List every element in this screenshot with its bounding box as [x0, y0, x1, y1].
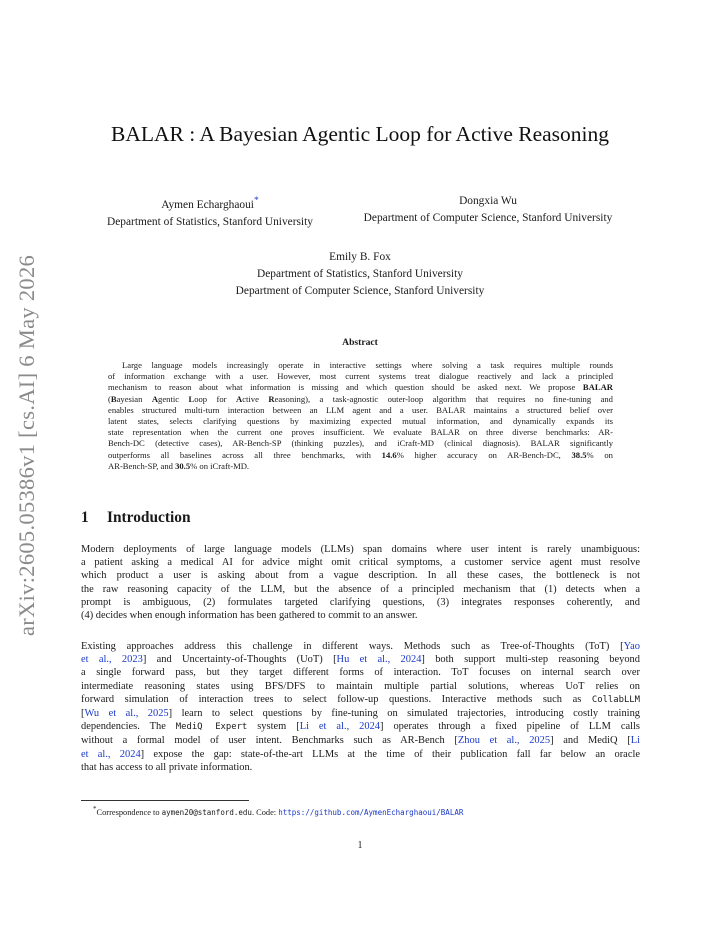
abstract-line: of information exchange with a user. However, most current systems treat dialogue reactively and lack a principled: [108, 371, 613, 382]
citation-link[interactable]: Yao: [623, 641, 640, 652]
citation-link[interactable]: Li et al., 2024: [299, 721, 381, 733]
body-line: et al., 2023] and Uncertainty-of-Thoughts (UoT) [Hu et al., 2024] both support multi-step reasoning beyond: [81, 654, 640, 666]
body-line: Existing approaches address this challenge in different ways. Methods such as Tree-of-Thoughts (ToT) [Yao: [81, 641, 640, 652]
body-line: intermediate reasoning states using BFS/DFS to maintain multiple partial solutions, whereas UoT relies on: [81, 680, 640, 692]
author-affiliation: Department of Computer Science, Stanford University: [363, 212, 613, 224]
abstract-line: (Bayesian Agentic Loop for Active Reasoning), a task-agnostic outer-loop algorithm that requires no fine-tuning and: [108, 393, 613, 404]
abstract-line: mechanism to reason about what information is missing and which question should be asked next. We propose BALAR: [108, 382, 613, 393]
body-line: the raw reasoning capacity of the LLM, but the absence of a principled mechanism that (1) detects when a: [81, 583, 640, 595]
citation-link[interactable]: Wu et al., 2025: [84, 708, 169, 720]
body-line: that has access to all private information.: [81, 761, 253, 773]
footnote-mark: *: [93, 805, 97, 813]
paper-title: BALAR : A Bayesian Agentic Loop for Active Reasoning: [110, 122, 610, 146]
method-name: BALAR: [582, 382, 613, 393]
section-number: 1: [81, 509, 89, 526]
footnote-rule: [81, 800, 249, 801]
body-line: (4) decides when enough information has been gathered to commit to an answer.: [81, 610, 418, 622]
paragraph-2: [81, 640, 640, 774]
author-affiliation: Department of Statistics, Stanford University: [257, 268, 463, 280]
author-affiliation: Department of Statistics, Stanford University: [107, 215, 313, 228]
abstract-line: outperforms all baselines across all three benchmarks, with 14.6% higher accuracy on AR-Bench-DC, 38.5% on: [108, 449, 613, 460]
author-name: Dongxia Wu: [459, 195, 517, 207]
paragraph-1: [81, 543, 640, 622]
body-line: a patient asking a medical AI for advice might omit critical symptoms, a customer service agent must resolve: [81, 557, 640, 569]
abstract-line: latent states, selects clarifying questions by maximizing expected mutual information, and dynamically expands its: [108, 416, 613, 427]
author-name: Aymen Echarghaoui: [161, 198, 254, 211]
abstract-text: [108, 360, 613, 472]
body-line: a single forward pass, but they target different forms of interaction. ToT focuses on internal search over: [81, 667, 640, 679]
code-url-link[interactable]: https://github.com/AymenEcharghaoui/BALAR: [278, 807, 464, 817]
code-term: CollabLLM: [591, 694, 640, 705]
footnote: *Correspondence to aymen20@stanford.edu. Code: https://github.com/AymenEcharghaoui/BALAR: [93, 805, 464, 817]
abstract-line: Large language models increasingly operate in interactive settings where solving a task requires multiple rounds: [122, 360, 613, 370]
citation-link[interactable]: et al., 2023: [81, 654, 143, 666]
citation-link[interactable]: Li: [630, 735, 640, 747]
abstract-line: enables structured multi-turn interaction between an LLM agent and a user. BALAR maintains a structured belief over: [108, 404, 613, 415]
body-line: Modern deployments of large language models (LLMs) span domains where user intent is rarely unambiguous:: [81, 544, 640, 555]
author-affiliation: Department of Computer Science, Stanford University: [235, 285, 485, 297]
author-block-3: [160, 249, 560, 300]
code-term: MediQ Expert: [175, 722, 248, 733]
citation-link[interactable]: Zhou et al., 2025: [457, 735, 551, 747]
body-line: without a formal model of user intent. Benchmarks such as AR-Bench [Zhou et al., 2025] and MediQ [Li: [81, 735, 640, 747]
abstract-line: AR-Bench-SP, and 30.5% on iCraft-MD.: [108, 460, 250, 471]
footnote-marker[interactable]: *: [253, 196, 259, 206]
body-line: which product a user is asking about from a vague description. In all these cases, the bottleneck is not: [81, 570, 640, 582]
author-name: Emily B. Fox: [329, 251, 391, 263]
body-line: prompt is ambiguous, (2) formulates targeted clarifying questions, (3) integrates responses coherently, and: [81, 596, 640, 608]
author-block-2: [340, 193, 636, 227]
body-line: dependencies. The MediQ Expert system [Li et al., 2024] operates through a fixed pipeline of LLM calls: [81, 721, 640, 733]
contact-email: aymen20@stanford.edu: [161, 807, 252, 817]
body-line: [Wu et al., 2025] learn to select questions by fine-tuning on simulated trajectories, introducing costly training: [81, 708, 641, 720]
citation-link[interactable]: et al., 2024: [81, 748, 141, 760]
section-heading: [81, 509, 191, 527]
section-title: Introduction: [107, 509, 191, 526]
page-number: 1: [357, 840, 363, 851]
abstract-line: state representation when the current one proves insufficient. We evaluate BALAR on three diverse benchmarks: AR-: [108, 427, 613, 438]
author-block-1: [88, 193, 332, 231]
arxiv-identifier: arXiv:2605.05386v1 [cs.AI] 6 May 2026: [14, 254, 39, 636]
abstract-line: Bench-DC (detective cases), AR-Bench-SP (thinking puzzles), and iCraft-MD (clinical diagnosis). BALAR significantly: [108, 438, 613, 449]
body-line: et al., 2024] expose the gap: state-of-the-art LLMs at the time of their publication fall far below an oracle: [81, 748, 640, 760]
abstract-heading: Abstract: [342, 337, 378, 348]
citation-link[interactable]: Hu et al., 2024: [336, 654, 422, 666]
body-line: forward simulation of interaction trees to select follow-up questions. Interactive methods such as CollabLLM: [81, 693, 640, 705]
